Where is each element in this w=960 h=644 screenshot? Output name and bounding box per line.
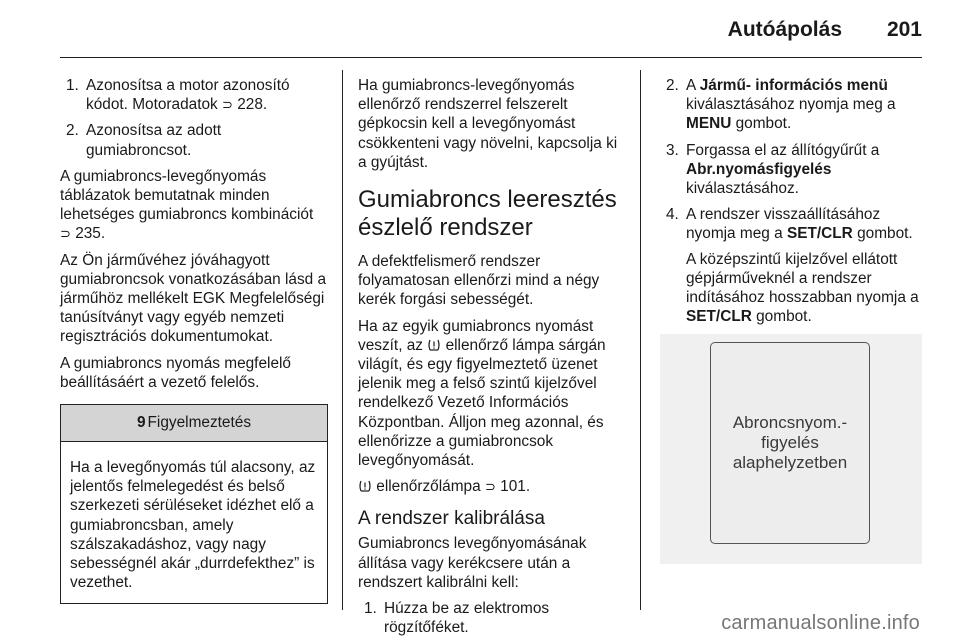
warning-header <box>61 405 327 442</box>
paragraph: ellenőrzőlámpa ⊃ 101. <box>358 477 626 496</box>
column-3 <box>660 76 922 564</box>
paragraph: Ha az egyik gumiabroncs nyomást veszít, az ellenőrző lámpa sárgán világít, és egy figyelmeztető üzenet jelenik meg a felső szintű kijelzővel rendelkező Vezető Információs Központban. Álljon meg azonnal, és ellenőrizze a gumiabroncsok levegőnyomását. <box>358 317 606 470</box>
warning-title: Figyelmeztetés <box>147 414 252 432</box>
page-ref-link[interactable]: 235. <box>75 225 106 243</box>
page-ref-icon: ⊃ <box>60 226 71 242</box>
header-divider <box>60 57 922 58</box>
tire-pressure-lamp-icon <box>427 338 441 352</box>
warning-body: Ha a levegőnyomás túl alacsony, az jelentős felmelegedést és belső szerkezeti sérüléseket idézhet elő a gumiabroncsban, amely szálszakadáshoz, vagy nagy sebességnél akár „durrdefekthez” is vezethet. <box>70 459 316 592</box>
display-message: Abroncsnyom.- figyelés alaphelyzetben <box>732 413 848 473</box>
warning-icon: 9 <box>136 414 146 432</box>
list-item: 3. Forgassa el az állítógyűrűt a Abr.nyomásfigyelés kiválasztásához. <box>666 141 880 198</box>
list-item: 1. Húzza be az elektromos rögzítőféket. <box>364 600 550 637</box>
list-item-note: A középszintű kijelzővel ellátott gépjárműveknél a rendszer indításához hosszabban nyomja a SET/CLR gombot. <box>686 250 919 326</box>
column-2 <box>358 76 626 644</box>
paragraph: Gumiabroncs levegőnyomásának állítása vagy kerékcsere után a rendszert kalibrálni kell: <box>358 535 587 591</box>
page-ref-icon: ⊃ <box>484 479 496 495</box>
list-item: 1. Azonosítsa a motor azonosító kódot. Motoradatok ⊃ 228. <box>66 77 290 114</box>
page-ref-link[interactable]: 101. <box>500 478 531 496</box>
list-item: 2. A Jármű- információs menü kiválasztásához nyomja meg a MENU gombot. <box>666 77 896 133</box>
list-item: 2. Azonosítsa az adott gumiabroncsot. <box>66 122 222 159</box>
list-item: 4. A rendszer visszaállításához nyomja meg a SET/CLR gombot. A középszintű kijelzővel ellátott gépjárműveknél a rendszer indításához hosszabban nyomja a SET/CLR gombot. <box>660 205 922 326</box>
page-number: 201 <box>886 18 922 41</box>
column-1 <box>60 76 328 604</box>
page-header <box>0 0 960 56</box>
paragraph: Ha gumiabroncs-levegőnyomás ellenőrző rendszerrel felszerelt gépkocsin kell a levegőnyomást csökkenteni vagy növelni, kapcsolja ki a gyújtást. <box>358 77 618 171</box>
paragraph: A gumiabroncs-levegőnyomás táblázatok bemutatnak minden lehetséges gumiabroncs kombinációt ⊃ 235. <box>60 167 314 243</box>
subsection-heading: A rendszer kalibrálása <box>358 508 545 530</box>
column-divider-2 <box>640 70 641 610</box>
tire-pressure-lamp-icon <box>358 479 372 493</box>
list-item-text: A rendszer visszaállításához nyomja meg a SET/CLR gombot. <box>686 206 913 243</box>
page-ref-icon: ⊃ <box>222 97 233 113</box>
display-screen <box>710 342 870 544</box>
watermark: carmanualsonline.info <box>721 612 920 634</box>
column-divider-1 <box>342 70 343 610</box>
display-illustration <box>660 334 922 564</box>
paragraph: A defektfelismerő rendszer folyamatosan ellenőrzi mind a négy kerék forgási sebességét. <box>358 253 600 309</box>
paragraph: Az Ön járművéhez jóváhagyott gumiabroncsok vonatkozásában lásd a járműhöz mellékelt EGK Megfelelőségi tanúsítványt vagy egyéb nemzeti regisztrációs dokumentumokat. <box>60 251 327 346</box>
page-ref-link[interactable]: 228. <box>237 96 268 114</box>
paragraph: A gumiabroncs nyomás megfelelő beállításáért a vezető felelős. <box>60 354 291 391</box>
section-heading: Gumiabroncs leeresztés észlelő rendszer <box>358 186 617 242</box>
chapter-title: Autóápolás <box>727 18 842 41</box>
warning-box <box>60 404 328 604</box>
